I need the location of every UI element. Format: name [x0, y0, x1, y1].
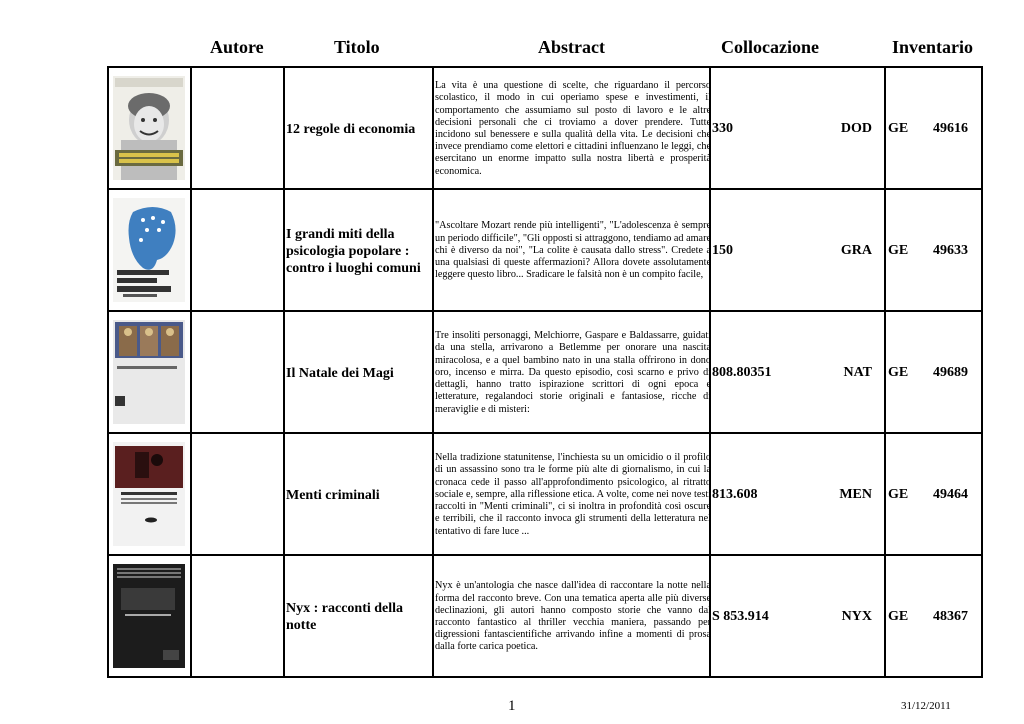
collocazione-code: DOD: [840, 121, 872, 136]
collocazione-cell: [711, 434, 886, 556]
table-row: [109, 68, 981, 190]
abstract-text: La vita è una questione di scelte, che riguardano il percorso scolastico, il modo in cui operiamo spese e investimenti, il comportamento che assumiamo sul posto di lavoro e le altre decisioni personali che ci troviamo a dover prendere. Tutte incidono sul benessere e sulla qualità della vita. Le decisioni che invece prendiamo come elettori e cittadini influenzano le leggi, che esercitano un enorme impatto sulla nostra libertà e prosperità economica.: [435, 80, 711, 177]
collocazione-code: MEN: [839, 487, 872, 502]
book-title: Il Natale dei Magi: [286, 365, 394, 381]
inventario-number: 49616: [933, 121, 968, 136]
collocazione-number: 808.80351: [712, 365, 772, 380]
footer-date: 31/12/2011: [901, 700, 951, 712]
table-row: [109, 556, 981, 678]
header-autore: Autore: [210, 37, 264, 57]
book-abstract: [435, 312, 711, 434]
book-cover-image: [113, 564, 185, 668]
header-titolo: Titolo: [334, 37, 380, 57]
collocazione-number: S 853.914: [712, 609, 769, 624]
abstract-text: Nyx è un'antologia che nasce dall'idea di raccontare la notte nella forma del racconto breve. Con una tematica aperta alle più diverse declinazioni, gli autori hanno composto storie che vanno dal racconto fantastico al thriller vecchia maniera, passando per digressioni fantascientifiche arrivando infine a momenti di prosa dalla forte carica poetica.: [435, 580, 711, 653]
collocazione-cell: [711, 312, 886, 434]
inventario-prefix: GE: [888, 121, 909, 136]
collocazione-number: 813.608: [712, 487, 758, 502]
abstract-text: Nella tradizione statunitense, l'inchiesta su un omicidio o il profilo di un assassino sono tra le forme più alte di giornalismo, in cui la cronaca cede il passo all'approfondimento psicologico, al ritratto sociale e, sempre, alla riflessione etica. A volte, come nei nove testi raccolti in "Menti criminali", ci si inoltra in profondità così oscure e terribili, che il racconto invoca gli strumenti della letteratura nel tentativo di fare luce ...: [435, 452, 711, 537]
book-cover-image: [113, 76, 185, 180]
book-title: I grandi miti della psicologia popolare : contro i luoghi comuni: [286, 226, 421, 276]
inventario-cell: [886, 434, 982, 556]
collocazione-cell: [711, 556, 886, 678]
header-collocazione: Collocazione: [721, 37, 819, 57]
catalog-table: [107, 66, 983, 678]
book-cover-image: [113, 198, 185, 302]
book-abstract: [435, 434, 711, 556]
table-row: [109, 434, 981, 556]
book-abstract: [435, 68, 711, 190]
inventario-cell: [886, 190, 982, 312]
inventario-cell: [886, 312, 982, 434]
header-inventario: Inventario: [892, 37, 973, 57]
book-abstract: [435, 190, 711, 312]
collocazione-number: 330: [712, 121, 733, 136]
collocazione-code: GRA: [840, 243, 872, 258]
book-cover-image: [113, 442, 185, 546]
inventario-prefix: GE: [888, 609, 909, 624]
collocazione-code: NAT: [843, 365, 872, 380]
inventario-prefix: GE: [888, 487, 909, 502]
collocazione-number: 150: [712, 243, 733, 258]
inventario-cell: [886, 556, 982, 678]
inventario-prefix: GE: [888, 365, 909, 380]
inventario-number: 49689: [933, 365, 968, 380]
collocazione-code: NYX: [841, 609, 872, 624]
collocazione-cell: [711, 68, 886, 190]
inventario-number: 49464: [933, 487, 968, 502]
table-row: [109, 190, 981, 312]
page-number: 1: [508, 698, 516, 714]
abstract-text: "Ascoltare Mozart rende più intelligenti", "L'adolescenza è sempre un periodo difficile", "Gli opposti si attraggono, tendiamo ad amare chi è diverso da noi", "La colite è causata dallo stress". Credete a una qualsiasi di queste affermazioni? Allora dovete assolutamente leggere questo libro... Sradicare le falsità non è un compito facile,: [435, 220, 711, 281]
inventario-number: 48367: [933, 609, 968, 624]
book-title: 12 regole di economia: [286, 121, 416, 137]
book-title: Menti criminali: [286, 487, 380, 503]
inventario-prefix: GE: [888, 243, 909, 258]
inventario-number: 49633: [933, 243, 968, 258]
book-cover-image: [113, 320, 185, 424]
book-title: Nyx : racconti della notte: [286, 601, 404, 633]
table-row: [109, 312, 981, 434]
header-abstract: Abstract: [538, 37, 605, 57]
abstract-text: Tre insoliti personaggi, Melchiorre, Gaspare e Baldassarre, guidati da una stella, arrivarono a Betlemme per onorare una nascita miracolosa, e a quel bambino nato in una stalla offrirono in dono oro, incenso e mirra. Da questo episodio, così scarno e privo di dettagli, hanno tratto ispirazione scrittori di ogni epoca e letterature, regalandoci storie originali e fantasiose, ricche di meraviglie e di misteri:: [435, 330, 711, 415]
book-abstract: [435, 556, 711, 678]
collocazione-cell: [711, 190, 886, 312]
inventario-cell: [886, 68, 982, 190]
